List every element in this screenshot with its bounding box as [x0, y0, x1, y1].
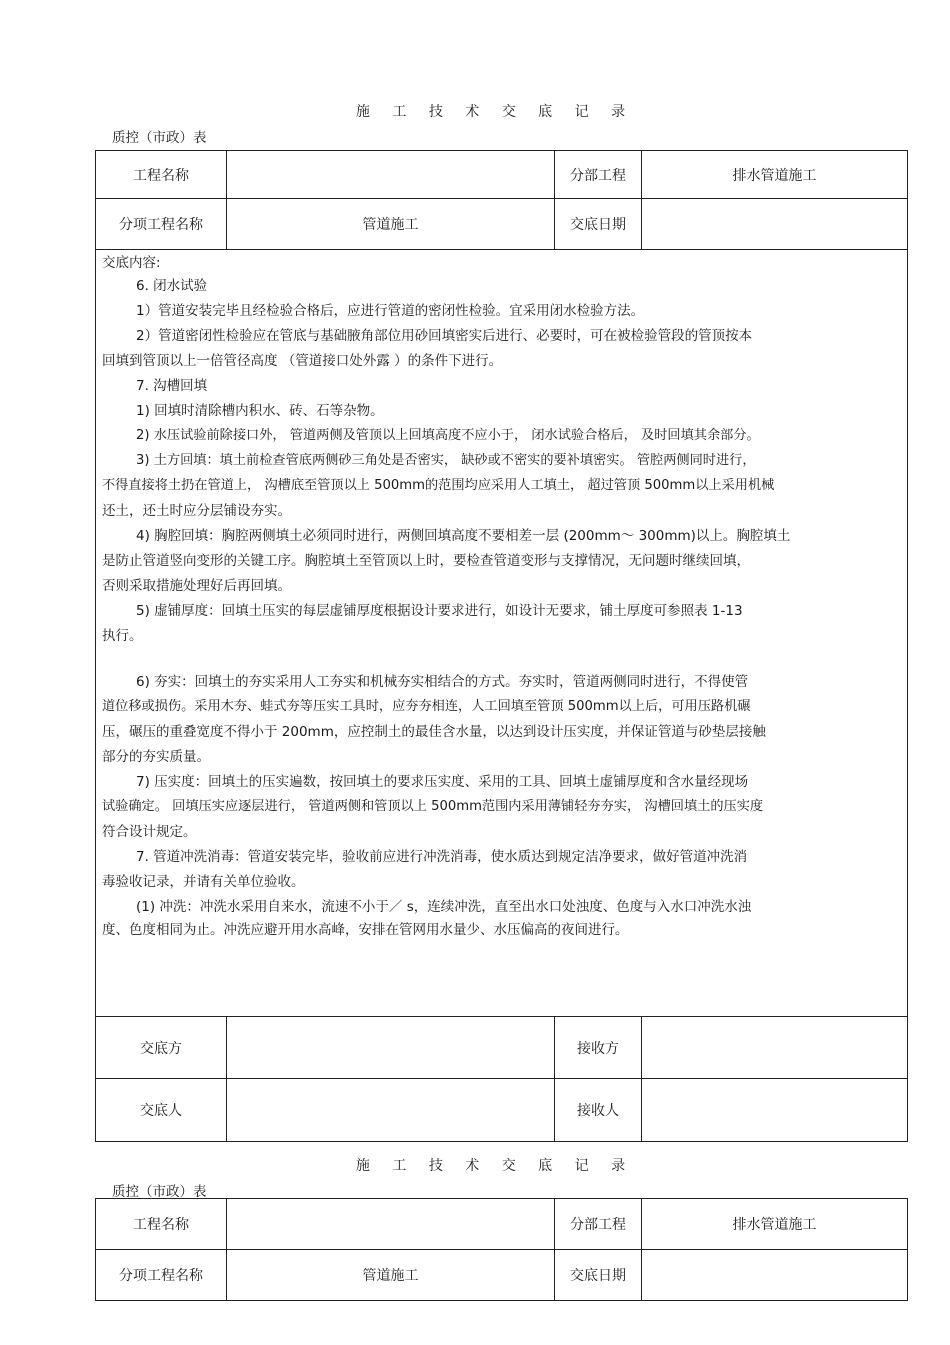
- content-line: 试验确定。 回填压实应逐层进行， 管道两侧和管顶以上 500mm范围内采用薄铺轻夯夯实， 沟槽回填土的压实度: [102, 799, 764, 814]
- content-line: (1) 冲洗：冲洗水采用自来水，流速不小于／ s，连续冲洗，直至出水口处浊度、色度与入水口冲洗水浊: [136, 899, 752, 915]
- content-line: 符合设计规定。: [102, 824, 197, 840]
- project-name-label: 工程名称: [133, 167, 189, 184]
- table-border: [95, 1300, 908, 1301]
- date-value: [642, 1250, 907, 1300]
- form-number: 质控（市政）表: [112, 1184, 207, 1200]
- content-line: 2) 水压试验前除接口外， 管道两侧及管顶以上回填高度不应小于， 闭水试验合格后， 及时回填其余部分。: [136, 428, 760, 443]
- content-line: 不得直接将土扔在管道上， 沟槽底至管顶以上 500mm的范围均应采用人工填土， 超过管顶 500mm以上采用机械: [102, 478, 775, 493]
- division-value: 排水管道施工: [732, 167, 817, 184]
- content-line: 否则采取措施处理好后再回填。: [102, 578, 291, 594]
- subitem-name-label: 分项工程名称: [119, 1268, 203, 1284]
- content-line: 道位移或损伤。采用木夯、蛙式夯等压实工具时，应夯夯相连，人工回填至管顶 500mm以上后，可用压路机碾: [102, 699, 751, 714]
- division-label: 分部工程: [570, 1217, 626, 1233]
- date-label: 交底日期: [570, 1268, 626, 1284]
- content-line: 7. 沟槽回填: [136, 378, 208, 394]
- table-border: [95, 150, 96, 1141]
- giver-person-value: [227, 1079, 554, 1141]
- record-title: 施 工 技 术 交 底 记 录: [355, 104, 635, 120]
- content-line: 7) 压实度：回填土的压实遍数，按回填土的要求压实度、采用的工具、回填土虚铺厚度和含水量经现场: [136, 774, 749, 790]
- content-line: 2）管道密闭性检验应在管底与基础腋角部位用砂回填密实后进行、必要时，可在被检验管段的管顶按本: [136, 328, 753, 344]
- content-line: 3) 土方回填：填土前检查管底两侧砂三角处是否密实， 缺砂或不密实的要补填密实。 管腔两侧同时进行，: [136, 453, 756, 468]
- content-line: 部分的夯实质量。: [102, 749, 210, 765]
- subitem-name-value: 管道施工: [362, 1268, 419, 1284]
- content-line: 1) 回填时清除槽内积水、砖、石等杂物。: [136, 403, 384, 419]
- giver-party-label: 交底方: [140, 1040, 182, 1057]
- subitem-name-value: 管道施工: [362, 217, 419, 233]
- division-value: 排水管道施工: [732, 1217, 817, 1233]
- table-border: [95, 1141, 908, 1142]
- table-border: [907, 150, 908, 1141]
- division-label: 分部工程: [570, 167, 626, 184]
- content-line: 4) 胸腔回填：胸腔两侧填土必须同时进行，两侧回填高度不要相差一层 (200mm～ 300mm)以上。胸腔填土: [136, 528, 791, 544]
- receiver-person-label: 接收人: [577, 1103, 619, 1119]
- project-name-label: 工程名称: [133, 1217, 189, 1233]
- project-name-value: [227, 151, 554, 198]
- content-line: 度、色度相同为止。冲洗应避开用水高峰，安排在管网用水量少、水压偏高的夜间进行。: [102, 922, 629, 938]
- project-name-value: [227, 1199, 554, 1249]
- content-line: 回填到管顶以上一倍管径高度 （管道接口处外露 ）的条件下进行。: [102, 353, 503, 369]
- record-title: 施 工 技 术 交 底 记 录: [355, 1158, 635, 1174]
- receiver-party-label: 接收方: [577, 1040, 619, 1057]
- date-label: 交底日期: [570, 217, 626, 233]
- giver-person-label: 交底人: [140, 1103, 182, 1119]
- content-line: 7. 管道冲洗消毒：管道安装完毕，验收前应进行冲洗消毒，使水质达到规定洁净要求，做好管道冲洗消: [136, 849, 748, 865]
- content-line: 6) 夯实：回填土的夯实采用人工夯实和机械夯实相结合的方式。夯实时，管道两侧同时进行，不得使管: [136, 674, 749, 690]
- content-line: 压，碾压的重叠宽度不得小于 200mm，应控制土的最佳含水量，以达到设计压实度，并保证管道与砂垫层接触: [102, 724, 766, 740]
- content-line: 6. 闭水试验: [136, 278, 208, 294]
- date-value: [642, 199, 907, 249]
- content-label: 交底内容:: [102, 255, 161, 271]
- form-number: 质控（市政）表: [112, 130, 207, 146]
- content-line: 1）管道安装完毕且经检验合格后，应进行管道的密闭性检验。宜采用闭水检验方法。: [136, 303, 645, 319]
- content-line: 毒验收记录，并请有关单位验收。: [102, 874, 305, 890]
- table-border: [907, 1198, 908, 1300]
- content-line: 5) 虚铺厚度：回填土压实的每层虚铺厚度根据设计要求进行，如设计无要求，铺土厚度可参照表 1-13: [136, 603, 743, 619]
- subitem-name-label: 分项工程名称: [119, 217, 203, 233]
- content-line: 是防止管道竖向变形的关键工序。胸腔填土至管顶以上时，要检查管道变形与支撑情况，无问题时继续回填，: [102, 553, 750, 569]
- receiver-person-value: [642, 1079, 907, 1141]
- table-border: [95, 249, 908, 250]
- giver-party-value: [227, 1017, 554, 1078]
- content-line: 还土，还土时应分层铺设夯实。: [102, 503, 291, 519]
- receiver-party-value: [642, 1017, 907, 1078]
- content-line: 执行。: [102, 628, 143, 644]
